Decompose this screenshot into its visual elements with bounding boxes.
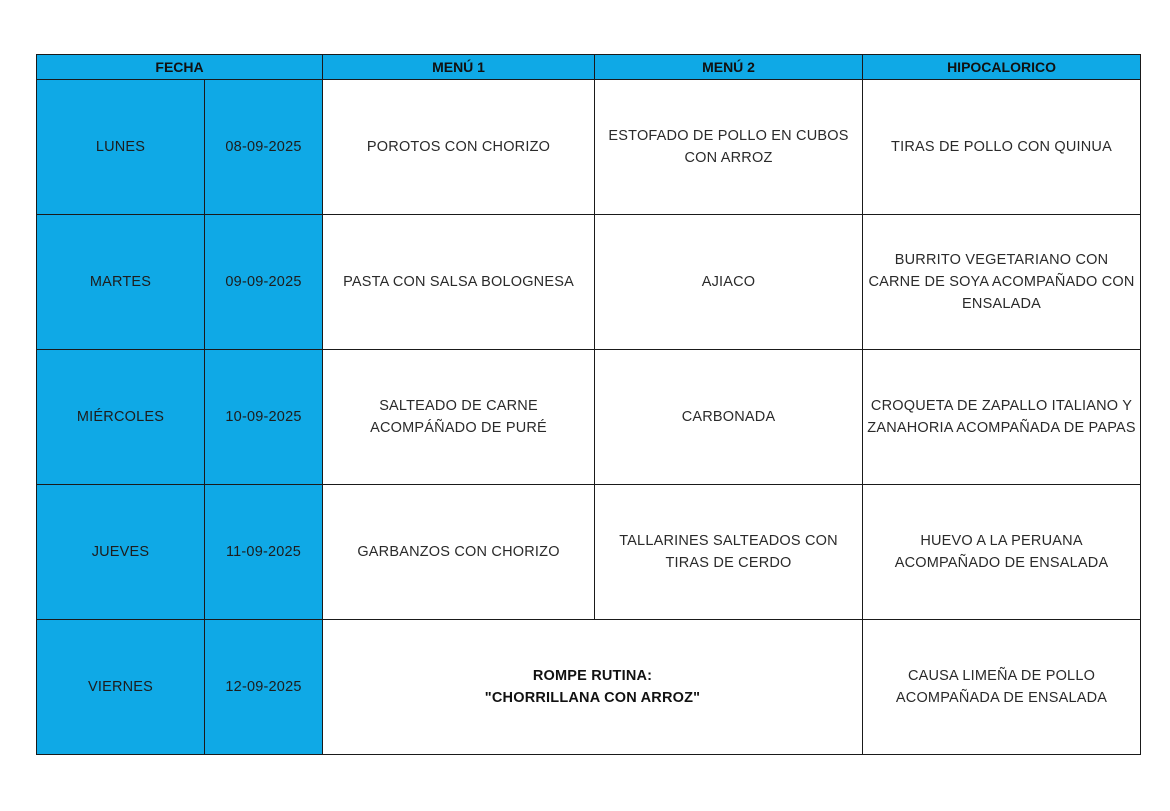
date-cell: 12-09-2025: [205, 620, 323, 755]
hipocalorico-cell: HUEVO A LA PERUANA ACOMPAÑADO DE ENSALADA: [863, 485, 1141, 620]
day-cell: MARTES: [37, 215, 205, 350]
table-row: [37, 215, 1141, 350]
menu1-cell: POROTOS CON CHORIZO: [323, 80, 595, 215]
hipocalorico-cell: CROQUETA DE ZAPALLO ITALIANO Y ZANAHORIA ACOMPAÑADA DE PAPAS: [863, 350, 1141, 485]
date-cell: 11-09-2025: [205, 485, 323, 620]
header-menu1: MENÚ 1: [323, 55, 595, 80]
menu2-cell: ESTOFADO DE POLLO EN CUBOS CON ARROZ: [595, 80, 863, 215]
date-cell: 08-09-2025: [205, 80, 323, 215]
hipocalorico-cell: TIRAS DE POLLO CON QUINUA: [863, 80, 1141, 215]
date-cell: 10-09-2025: [205, 350, 323, 485]
menu2-cell: CARBONADA: [595, 350, 863, 485]
day-cell: JUEVES: [37, 485, 205, 620]
menu2-cell: AJIACO: [595, 215, 863, 350]
table-row: [37, 80, 1141, 215]
rompe-rutina-cell: [323, 620, 863, 755]
special-title: ROMPE RUTINA:: [532, 668, 653, 684]
hipocalorico-cell: BURRITO VEGETARIANO CON CARNE DE SOYA ACOMPAÑADO CON ENSALADA: [863, 215, 1141, 350]
day-cell: VIERNES: [37, 620, 205, 755]
special-dish: "CHORRILLANA CON ARROZ": [484, 690, 701, 706]
header-hipocalorico: HIPOCALORICO: [863, 55, 1141, 80]
table-row: [37, 485, 1141, 620]
header-row: [37, 55, 1141, 80]
table-row: [37, 620, 1141, 755]
menu1-cell: SALTEADO DE CARNE ACOMPÁÑADO DE PURÉ: [323, 350, 595, 485]
menu2-cell: TALLARINES SALTEADOS CON TIRAS DE CERDO: [595, 485, 863, 620]
menu1-cell: GARBANZOS CON CHORIZO: [323, 485, 595, 620]
date-cell: 09-09-2025: [205, 215, 323, 350]
header-menu2: MENÚ 2: [595, 55, 863, 80]
weekly-menu-table: [36, 54, 1141, 755]
day-cell: MIÉRCOLES: [37, 350, 205, 485]
table-row: [37, 350, 1141, 485]
day-cell: LUNES: [37, 80, 205, 215]
menu1-cell: PASTA CON SALSA BOLOGNESA: [323, 215, 595, 350]
header-fecha: FECHA: [37, 55, 323, 80]
hipocalorico-cell: CAUSA LIMEÑA DE POLLO ACOMPAÑADA DE ENSALADA: [863, 620, 1141, 755]
